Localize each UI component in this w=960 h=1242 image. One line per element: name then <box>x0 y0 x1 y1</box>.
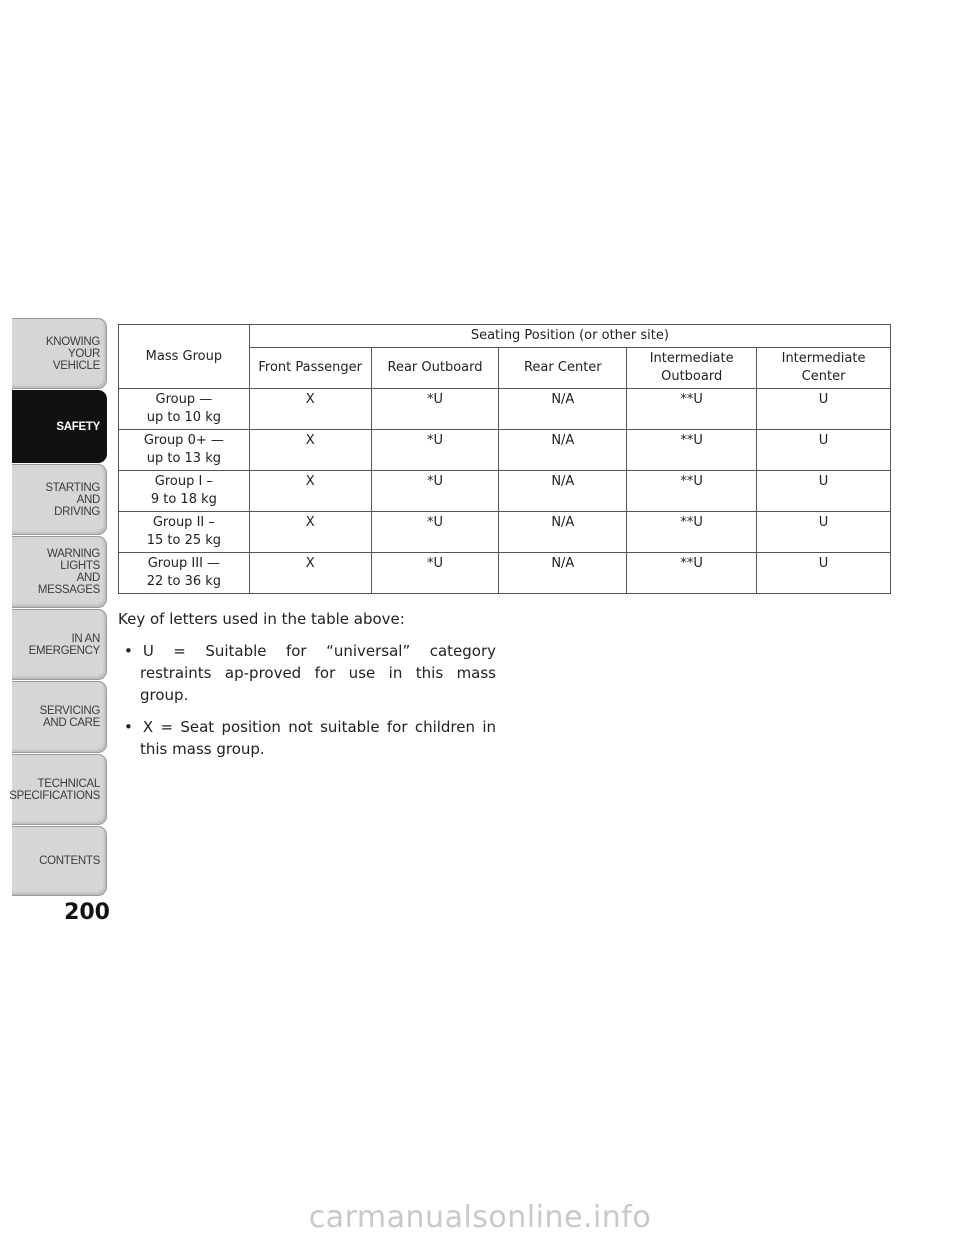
tab-label: KNOWING YOUR VEHICLE <box>45 335 100 372</box>
table-cell: *U <box>371 471 499 512</box>
table-cell: U <box>757 512 891 553</box>
table-cell: N/A <box>499 512 627 553</box>
table-row <box>119 389 891 430</box>
table-cell: U <box>757 471 891 512</box>
tab-safety[interactable] <box>12 390 107 463</box>
key-list <box>118 640 496 760</box>
tab-technical-specifications[interactable] <box>9 754 107 825</box>
tab-label: WARNING LIGHTS AND MESSAGES <box>37 548 100 596</box>
column-header-rear-outboard: Rear Outboard <box>371 348 499 389</box>
mass-group-cell: Group I – 9 to 18 kg <box>119 471 250 512</box>
table-cell: *U <box>371 430 499 471</box>
table-cell: N/A <box>499 389 627 430</box>
table-cell: X <box>249 471 371 512</box>
mass-group-cell: Group III — 22 to 36 kg <box>119 553 250 594</box>
tab-label: STARTING AND DRIVING <box>45 481 100 518</box>
table-row <box>119 471 891 512</box>
table-cell: **U <box>627 471 757 512</box>
table-cell: X <box>249 553 371 594</box>
table-cell: X <box>249 512 371 553</box>
seating-position-header: Seating Position (or other site) <box>249 325 890 348</box>
table-cell: U <box>757 553 891 594</box>
tab-label: SAFETY <box>56 420 100 433</box>
table-cell: *U <box>371 553 499 594</box>
column-header-front-passenger: Front Passenger <box>249 348 371 389</box>
key-intro: Key of letters used in the table above: <box>118 610 405 628</box>
table-row <box>119 553 891 594</box>
table-cell: N/A <box>499 430 627 471</box>
table-cell: **U <box>627 389 757 430</box>
tab-servicing-and-care[interactable] <box>12 681 107 753</box>
tab-in-an-emergency[interactable] <box>12 609 107 680</box>
column-header-rear-center: Rear Center <box>499 348 627 389</box>
table-cell: X <box>249 389 371 430</box>
table-cell: **U <box>627 512 757 553</box>
mass-group-cell: Group — up to 10 kg <box>119 389 250 430</box>
table-cell: **U <box>627 553 757 594</box>
tab-label: SERVICING AND CARE <box>39 705 100 729</box>
tab-warning-lights-and-messages[interactable] <box>12 536 107 608</box>
mass-group-cell: Group II – 15 to 25 kg <box>119 512 250 553</box>
table-cell: U <box>757 430 891 471</box>
suitability-table <box>118 324 891 594</box>
table-key <box>118 608 496 770</box>
tab-label: TECHNICAL SPECIFICATIONS <box>9 777 100 802</box>
table-cell: **U <box>627 430 757 471</box>
tab-label: CONTENTS <box>39 855 100 867</box>
tab-contents[interactable] <box>12 826 107 896</box>
column-header-intermediate-center: Intermediate Center <box>757 348 891 389</box>
column-header-intermediate-outboard: Intermediate Outboard <box>627 348 757 389</box>
tab-starting-and-driving[interactable] <box>12 464 107 535</box>
key-item-x: • X = Seat position not suitable for children in this mass group. <box>118 716 496 760</box>
table-cell: *U <box>371 389 499 430</box>
mass-group-header: Mass Group <box>119 325 250 389</box>
table-row <box>119 512 891 553</box>
child-seat-suitability-table <box>118 324 891 594</box>
watermark: carmanualsonline.info <box>308 1200 652 1235</box>
table-cell: N/A <box>499 553 627 594</box>
key-item-u: • U = Suitable for “universal” category restraints ap-proved for use in this mass group. <box>118 640 496 706</box>
mass-group-cell: Group 0+ — up to 13 kg <box>119 430 250 471</box>
table-cell: N/A <box>499 471 627 512</box>
table-cell: *U <box>371 512 499 553</box>
table-cell: U <box>757 389 891 430</box>
tab-label: IN AN EMERGENCY <box>28 632 100 657</box>
page-number: 200 <box>64 900 110 925</box>
table-cell: X <box>249 430 371 471</box>
tab-knowing-your-vehicle[interactable] <box>12 318 107 389</box>
table-row <box>119 430 891 471</box>
